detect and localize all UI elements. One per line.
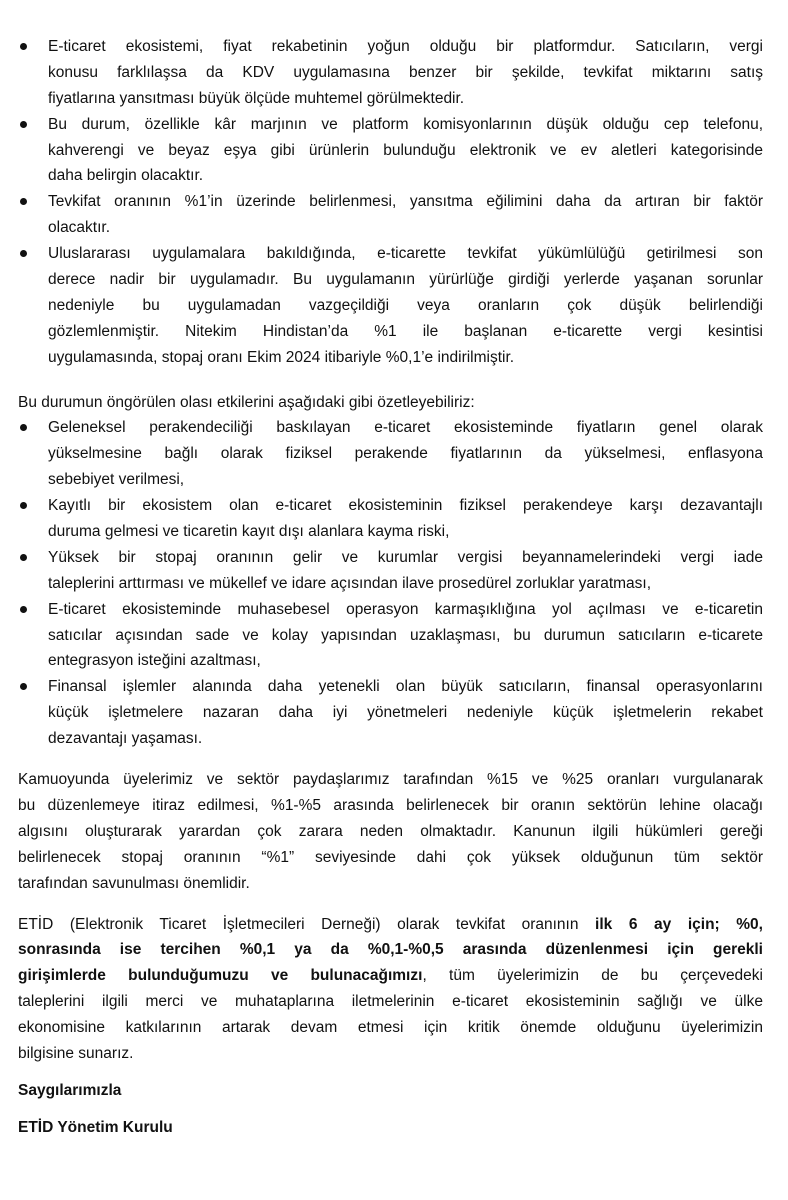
list-item — [18, 189, 763, 241]
text-line: E-ticaret ekosisteminde muhasebesel operasyon karmaşıklığına yol açılması ve e-ticaretin — [48, 600, 763, 618]
text-line: entegrasyon isteğini azaltması, — [48, 652, 261, 670]
text-line: E-ticaret ekosistemi, fiyat rekabetinin yoğun olduğu bir platformdur. Satıcıların, vergi — [48, 38, 763, 55]
closing-salutation — [18, 1078, 763, 1104]
text-line: fiyatlarına yansıtması büyük ölçüde muhtemel görülmektedir. — [48, 89, 465, 107]
text-line: daha belirgin olacaktır. — [48, 167, 204, 185]
signature — [18, 1115, 763, 1141]
text-line: tarafından savunulması önemlidir. — [18, 874, 250, 892]
list-item — [18, 597, 763, 675]
bold-text: girişimlerde bulunduğumuzu ve bulunacağımızı — [18, 967, 423, 985]
bullet-icon — [20, 43, 27, 50]
bullet-icon — [20, 606, 27, 613]
text-line: nedeniyle bu uygulamadan vazgeçildiği veya oranların çok düşük belirlendiği — [48, 296, 763, 314]
bullet-icon — [20, 683, 27, 690]
list-item — [18, 34, 763, 112]
text-segment: ETİD (Elektronik Ticaret İşletmecileri Derneği) olarak tevkifat oranının — [18, 915, 596, 933]
impact-bullet-list — [18, 34, 763, 371]
public-opinion-paragraph — [18, 767, 763, 896]
text-line: satıcılar açısından sade ve kolay yapısından uzaklaşması, bu durumun satıcıların e-ticarete — [48, 626, 763, 644]
text-line: Tevkifat oranının %1’in üzerinde belirlenmesi, yansıtma eğilimini daha da artıran bir faktör — [48, 193, 763, 211]
text-line — [18, 937, 763, 963]
text-line: Bu durumun öngörülen olası etkilerini aşağıdaki gibi özetleyebiliriz: — [18, 393, 475, 411]
text-line: algısını oluşturarak yarardan çok zarara neden olmaktadır. Kanunun ilgili hükümleri gereği — [18, 822, 763, 840]
list-item — [18, 493, 763, 545]
bold-text: ilk 6 ay için; %0, — [595, 915, 763, 933]
list-item — [18, 112, 763, 190]
text-line — [18, 912, 763, 938]
text-line: konusu farklılaşsa da KDV uygulamasına benzer bir şekilde, tevkifat miktarını satış — [48, 63, 763, 81]
text-line: Kayıtlı bir ekosistem olan e-ticaret ekosisteminin fiziksel perakendeye karşı dezavantajlı — [48, 497, 763, 515]
text-line: Yüksek bir stopaj oranının gelir ve kurumlar vergisi beyannamelerindeki vergi iade — [48, 548, 763, 566]
bold-text: sonrasında ise tercihen %0,1 ya da %0,1-%0,5 arasında düzenlenmesi için gerekli — [18, 941, 763, 959]
text-line: olacaktır. — [48, 219, 111, 237]
text-line: taleplerini arttırması ve mükellef ve idare açısından ilave prosedürel zorluklar yaratması, — [48, 574, 652, 592]
bullet-icon — [20, 424, 27, 431]
text-segment: taleplerini ilgili merci ve muhataplarına iletmelerinin e-ticaret ekosisteminin sağlığı ve ülke — [18, 993, 763, 1011]
text-line — [18, 989, 763, 1015]
text-segment: , tüm üyelerimizin de bu çerçevedeki — [422, 967, 763, 985]
bullet-icon — [20, 198, 27, 205]
effects-bullet-list — [18, 415, 763, 752]
text-line: gözlemlenmiştir. Nitekim Hindistan’da %1 ile başlanan e-ticarette vergi kesintisi — [48, 322, 763, 340]
text-line: küçük işletmelere nazaran daha iyi yönetmeleri nedeniyle küçük işletmelerin rekabet — [48, 704, 763, 722]
text-line: Finansal işlemler alanında daha yetenekli olan büyük satıcıların, finansal operasyonlarını — [48, 678, 763, 696]
text-line: bu düzenlemeye itiraz edilmesi, %1-%5 arasında belirlenecek bir oranın sektörün lehine olacağı — [18, 796, 763, 814]
bullet-icon — [20, 502, 27, 509]
text-segment: ekonomisine katkılarının artarak devam etmesi için kritik önemde olduğunu üyelerimizin — [18, 1019, 763, 1037]
text-line: belirlenecek stopaj oranının “%1” seviyesinde dahi çok yüksek olduğunun tüm sektör — [18, 848, 763, 866]
text-line: sebebiyet verilmesi, — [48, 471, 185, 489]
summary-intro — [18, 390, 763, 416]
text-line: kahverengi ve beyaz eşya gibi ürünlerin bulunduğu elektronik ve ev aletleri kategorisinde — [48, 141, 763, 159]
text-line: Uluslararası uygulamalara bakıldığında, e-ticarette tevkifat yükümlülüğü getirilmesi son — [48, 245, 763, 263]
list-item — [18, 545, 763, 597]
etid-position-paragraph — [18, 912, 763, 1067]
closing-text: Saygılarımızla — [18, 1081, 122, 1099]
text-line — [18, 1015, 763, 1041]
bullet-icon — [20, 121, 27, 128]
text-line: uygulamasında, stopaj oranı Ekim 2024 itibariyle %0,1’e indirilmiştir. — [48, 348, 515, 366]
text-line: Kamuoyunda üyelerimiz ve sektör paydaşlarımız tarafından %15 ve %25 oranları vurgulanarak — [18, 771, 763, 789]
text-line: derece nadir bir uygulamadır. Bu uygulamanın yürürlüğe girdiği yerlerde yaşanan sorunlar — [48, 271, 763, 289]
document — [18, 34, 763, 1141]
signature-text: ETİD Yönetim Kurulu — [18, 1118, 173, 1136]
text-line: yükselmesine bağlı olarak fiziksel perakende fiyatlarının da yükselmesi, enflasyona — [48, 445, 763, 463]
text-line: Bu durum, özellikle kâr marjının ve platform komisyonlarının düşük olduğu cep telefonu, — [48, 115, 763, 133]
list-item — [18, 415, 763, 493]
list-item — [18, 674, 763, 752]
text-line — [18, 1041, 763, 1067]
text-line — [18, 963, 763, 989]
text-line: Geleneksel perakendeciliği baskılayan e-ticaret ekosisteminde fiyatların genel olarak — [48, 419, 763, 437]
text-line: duruma gelmesi ve ticaretin kayıt dışı alanlara kayma riski, — [48, 523, 450, 541]
text-line: dezavantajı yaşaması. — [48, 730, 203, 748]
list-item — [18, 241, 763, 370]
bullet-icon — [20, 554, 27, 561]
text-segment: bilgisine sunarız. — [18, 1044, 134, 1062]
bullet-icon — [20, 250, 27, 257]
